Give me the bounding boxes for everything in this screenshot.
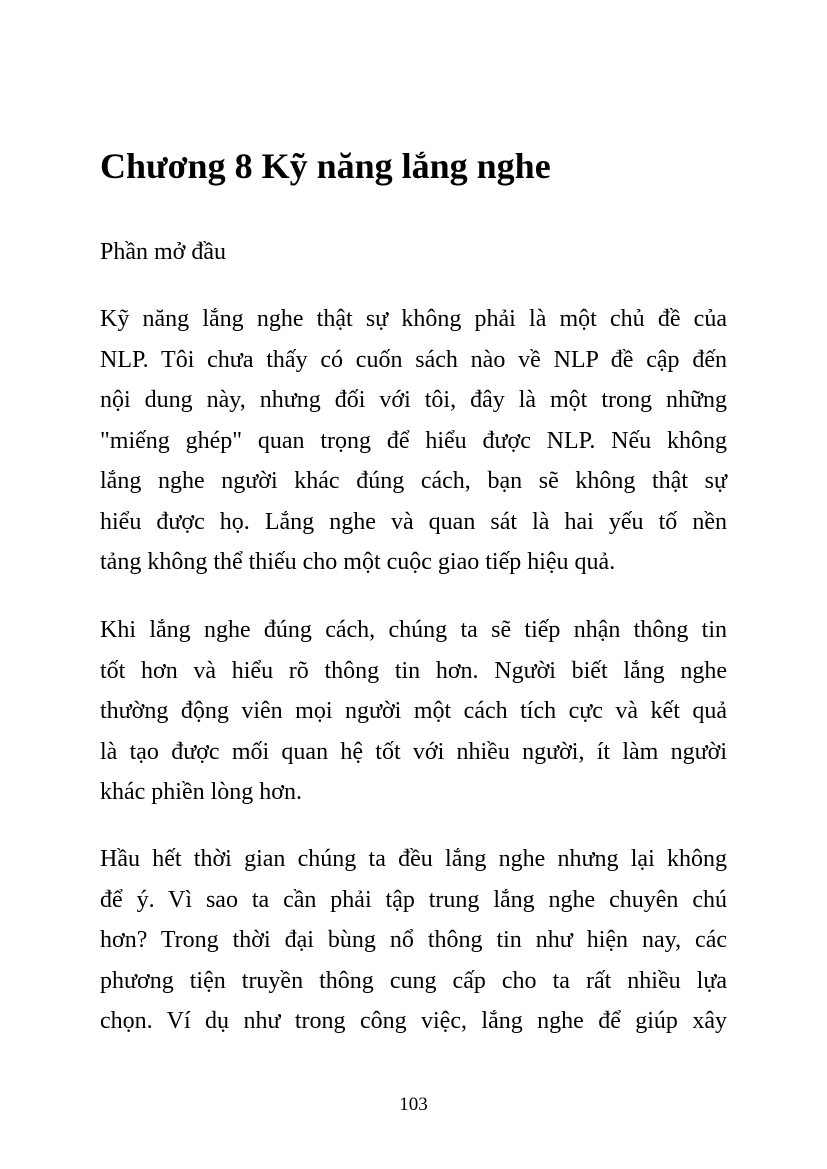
paragraph-line: thường động viên mọi người một cách tích cực và kết quả xyxy=(100,698,727,724)
paragraph-1 xyxy=(100,299,727,583)
paragraph-3 xyxy=(100,839,727,1042)
paragraph-line: hiểu được họ. Lắng nghe và quan sát là hai yếu tố nền xyxy=(100,508,727,535)
paragraph-line: để ý. Vì sao ta cần phải tập trung lắng nghe chuyên chú xyxy=(100,886,727,913)
paragraph-line: hơn? Trong thời đại bùng nổ thông tin như hiện nay, các xyxy=(100,927,727,953)
paragraph-line: tốt hơn và hiểu rõ thông tin hơn. Người biết lắng nghe xyxy=(100,657,727,684)
paragraph-line: tảng không thể thiếu cho một cuộc giao tiếp hiệu quả. xyxy=(100,549,616,575)
paragraph-line: Kỹ năng lắng nghe thật sự không phải là một chủ đề của xyxy=(100,306,727,332)
paragraph-line: NLP. Tôi chưa thấy có cuốn sách nào về NLP đề cập đến xyxy=(100,346,727,373)
chapter-title: Chương 8 Kỹ năng lắng nghe xyxy=(100,146,551,186)
paragraph-line: khác phiền lòng hơn. xyxy=(100,779,302,805)
paragraph-line: phương tiện truyền thông cung cấp cho ta rất nhiều lựa xyxy=(100,967,727,994)
paragraph-line: lắng nghe người khác đúng cách, bạn sẽ không thật sự xyxy=(100,468,727,494)
paragraph-2 xyxy=(100,610,727,813)
page-number: 103 xyxy=(399,1094,428,1115)
paragraph-line: Khi lắng nghe đúng cách, chúng ta sẽ tiếp nhận thông tin xyxy=(100,617,727,643)
paragraph-line: "miếng ghép" quan trọng để hiểu được NLP. Nếu không xyxy=(100,427,727,454)
paragraph-line: chọn. Ví dụ như trong công việc, lắng nghe để giúp xây xyxy=(100,1008,727,1034)
paragraph-line: nội dung này, nhưng đối với tôi, đây là một trong những xyxy=(100,387,727,413)
paragraph-line: là tạo được mối quan hệ tốt với nhiều người, ít làm người xyxy=(100,738,727,765)
section-heading: Phần mở đầu xyxy=(100,239,227,265)
paragraph-line: Hầu hết thời gian chúng ta đều lắng nghe nhưng lại không xyxy=(100,846,727,872)
